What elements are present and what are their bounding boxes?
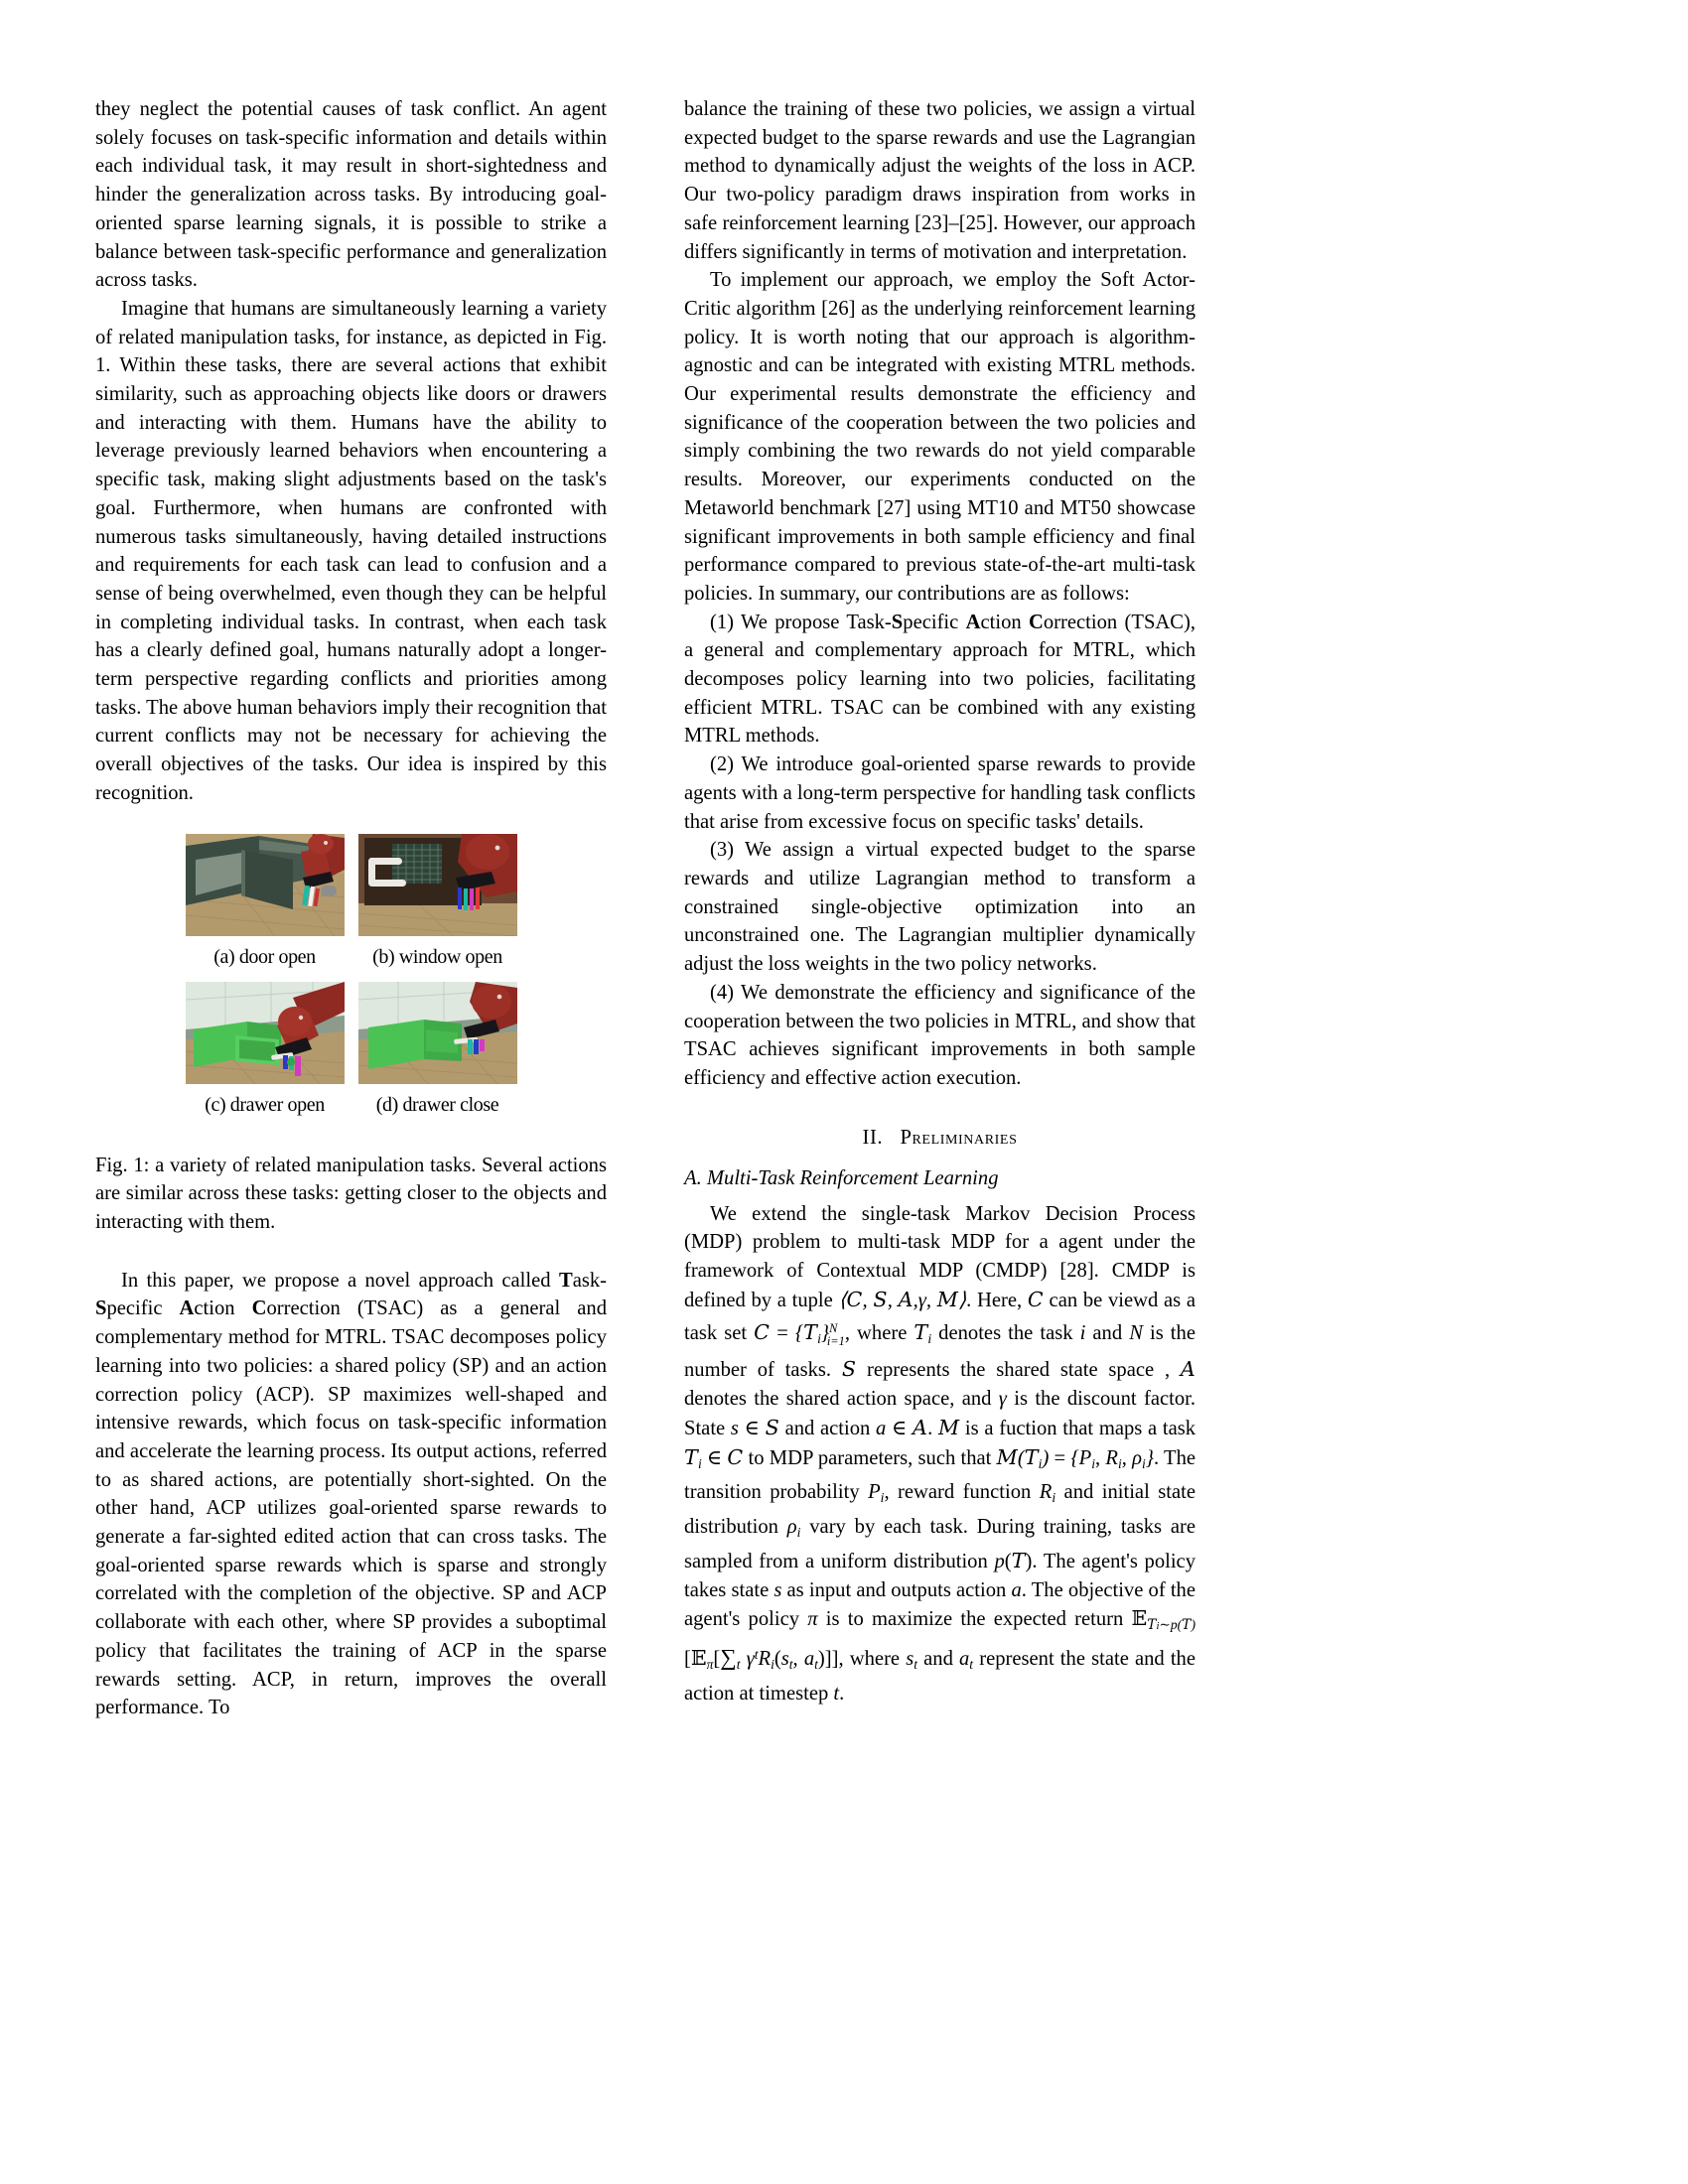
contribution-1-text: (1) We propose Task-Specific Action Correction (TSAC), a general and complementary approach for MTRL, which decomposes policy learning into two policies, facilitating efficient MTRL. TSAC can be combined with any existing MTRL methods. [684,611,1196,748]
section-title: Preliminaries [900,1126,1018,1149]
drawer-open-image [186,982,345,1084]
subfigure-c [186,982,345,1130]
subfigure-a [186,834,345,982]
contribution-2: (2) We introduce goal-oriented sparse rewards to provide agents with a long-term perspective for handling task conflicts that arise from excessive focus on specific tasks' details. [684,753,1196,833]
figure-row-bottom [186,982,517,1130]
subfigure-d [358,982,517,1130]
drawer-close-image [358,982,517,1084]
subfigure-d-caption: (d) drawer close [375,1093,499,1116]
figure-row-top [186,834,517,982]
right-column [684,95,1196,1722]
paragraph-continuation: they neglect the potential causes of task conflict. An agent solely focuses on task-specific information and details within each individual task, it may result in short-sightedness and hinder the generalization across tasks. By introducing goal-oriented sparse learning signals, it is possible to strike a balance between task-specific performance and generalization across tasks. [95,98,607,292]
paragraph-tsac-intro [95,1267,607,1722]
contribution-3: (3) We assign a virtual expected budget to the sparse rewards and utilize Lagrangian method to transform a constrained single-objective optimization into an unconstrained one. The Lagrangian multiplier dynamically adjust the loss weights in the two policy networks. [684,839,1196,976]
subfigure-a-caption: (a) door open [213,945,316,968]
tsac-intro-text: In this paper, we propose a novel approach called Task-Specific Action Correction (TSAC) as a general and complementary method for MTRL. TSAC decomposes policy learning into two policies: a shared policy (SP) and an action correction policy (ACP). SP maximizes well-shaped and intensive rewards, which focus on task-specific information and accelerate the learning process. Its output actions, referred to as shared actions, are potentially short-sighted. On the other hand, ACP utilizes goal-oriented sparse rewards to generate a far-sighted edited action that can cross tasks. The goal-oriented sparse rewards which is sparse and strongly correlated with the completion of the objective. SP and ACP collaborate with each other, where SP provides a suboptimal policy that facilitates the training of ACP in the sparse rewards setting. ACP, in return, improves the overall performance. To [95,1269,607,1719]
contribution-4: (4) We demonstrate the efficiency and significance of the cooperation between the two policies in MTRL, and show that TSAC achieves significant improvements in both sample efficiency and effective action execution. [684,981,1196,1089]
subfigure-b [358,834,517,982]
section-numeral: II. [862,1126,884,1149]
left-column [95,95,607,1722]
section-heading-preliminaries [684,1127,1196,1150]
figure-1 [95,834,607,1237]
two-column-body [95,95,1593,1722]
figure-1-caption: Fig. 1: a variety of related manipulation tasks. Several actions are similar across these tasks: getting closer to the objects and interacting with them. [95,1154,607,1233]
subfigure-c-caption: (c) drawer open [205,1093,325,1116]
subsection-heading-mtrl: A. Multi-Task Reinforcement Learning [684,1166,999,1189]
subfigure-b-caption: (b) window open [372,945,502,968]
paragraph-balance: balance the training of these two policies, we assign a virtual expected budget to the sparse rewards and use the Lagrangian method to dynamically adjust the weights of the loss in ACP. Our two-policy paradigm draws inspiration from works in safe reinforcement learning [23]–[25]. However, our approach differs significantly in terms of motivation and interpretation. [684,98,1196,263]
paragraph-mdp-definition [684,1200,1196,1708]
door-open-image [186,834,345,936]
window-open-image [358,834,517,936]
mdp-definition-text: We extend the single-task Markov Decision Process (MDP) problem to multi-task MDP for a agent under the framework of Contextual MDP (CMDP) [28]. CMDP is defined by a tuple ⟨C, S, A,γ, M⟩. Here, C can be viewd as a task set $C = \{T_i\}^N_{i=1}$, where $T_i$ denotes the task i and N is the number of tasks. S represents the shared state space , A denotes the shared action space, and γ is the discount factor. State s ∈ S and action a ∈ A. M is a fuction that maps a task $T_i$ ∈ C to MDP parameters, such that $M(T_i) = \{P_i$, $R_i$, $\rho_i$}. The transition probability $P_i$, reward function $R_i$ and initial state distribution $\rho_i$ vary by each task. During training, tasks are sampled from a uniform distribution p(T). The agent's policy takes state s as input and outputs action a. The objective of the agent's policy π is to maximize the expected return $𝔼_{Ti\sim p(T)}[𝔼_\pi[\sum_t$ $\gamma^tR_i(s_t$, $a_t$)]], where $s_t$ and $a_t$ represent the state and the action at timestep t. [684,1202,1196,1705]
paragraph-imagine: Imagine that humans are simultaneously learning a variety of related manipulation tasks, for instance, as depicted in Fig. 1. Within these tasks, there are several actions that exhibit similarity, such as approaching objects like doors or drawers and interacting with them. Humans have the ability to leverage previously learned behaviors when encountering a specific task, making slight adjustments based on the task's goal. Furthermore, when humans are confronted with numerous tasks simultaneously, having detailed instructions and requirements for each task can lead to confusion and a sense of being overwhelmed, even though they can be helpful in completing individual tasks. In contrast, when each task has a clearly defined goal, humans naturally adopt a longer-term perspective regarding conflicts and priorities among tasks. The above human behaviors imply their recognition that current conflicts may not be necessary for achieving the overall objectives of the tasks. Our idea is inspired by this recognition. [95,297,607,804]
contribution-1 [684,609,1196,751]
figure-grid [95,834,607,1130]
paragraph-implement: To implement our approach, we employ the Soft Actor-Critic algorithm [26] as the underlying reinforcement learning policy. It is worth noting that our approach is algorithm-agnostic and can be integrated with existing MTRL methods. Our experimental results demonstrate the efficiency and significance of the cooperation between the two policies and simply combining the two rewards do not yield comparable results. Moreover, our experiments conducted on the Metaworld benchmark [27] using MT10 and MT50 showcase significant improvements in both sample efficiency and final performance compared to previous state-of-the-art multi-task policies. In summary, our contributions are as follows: [684,269,1196,605]
